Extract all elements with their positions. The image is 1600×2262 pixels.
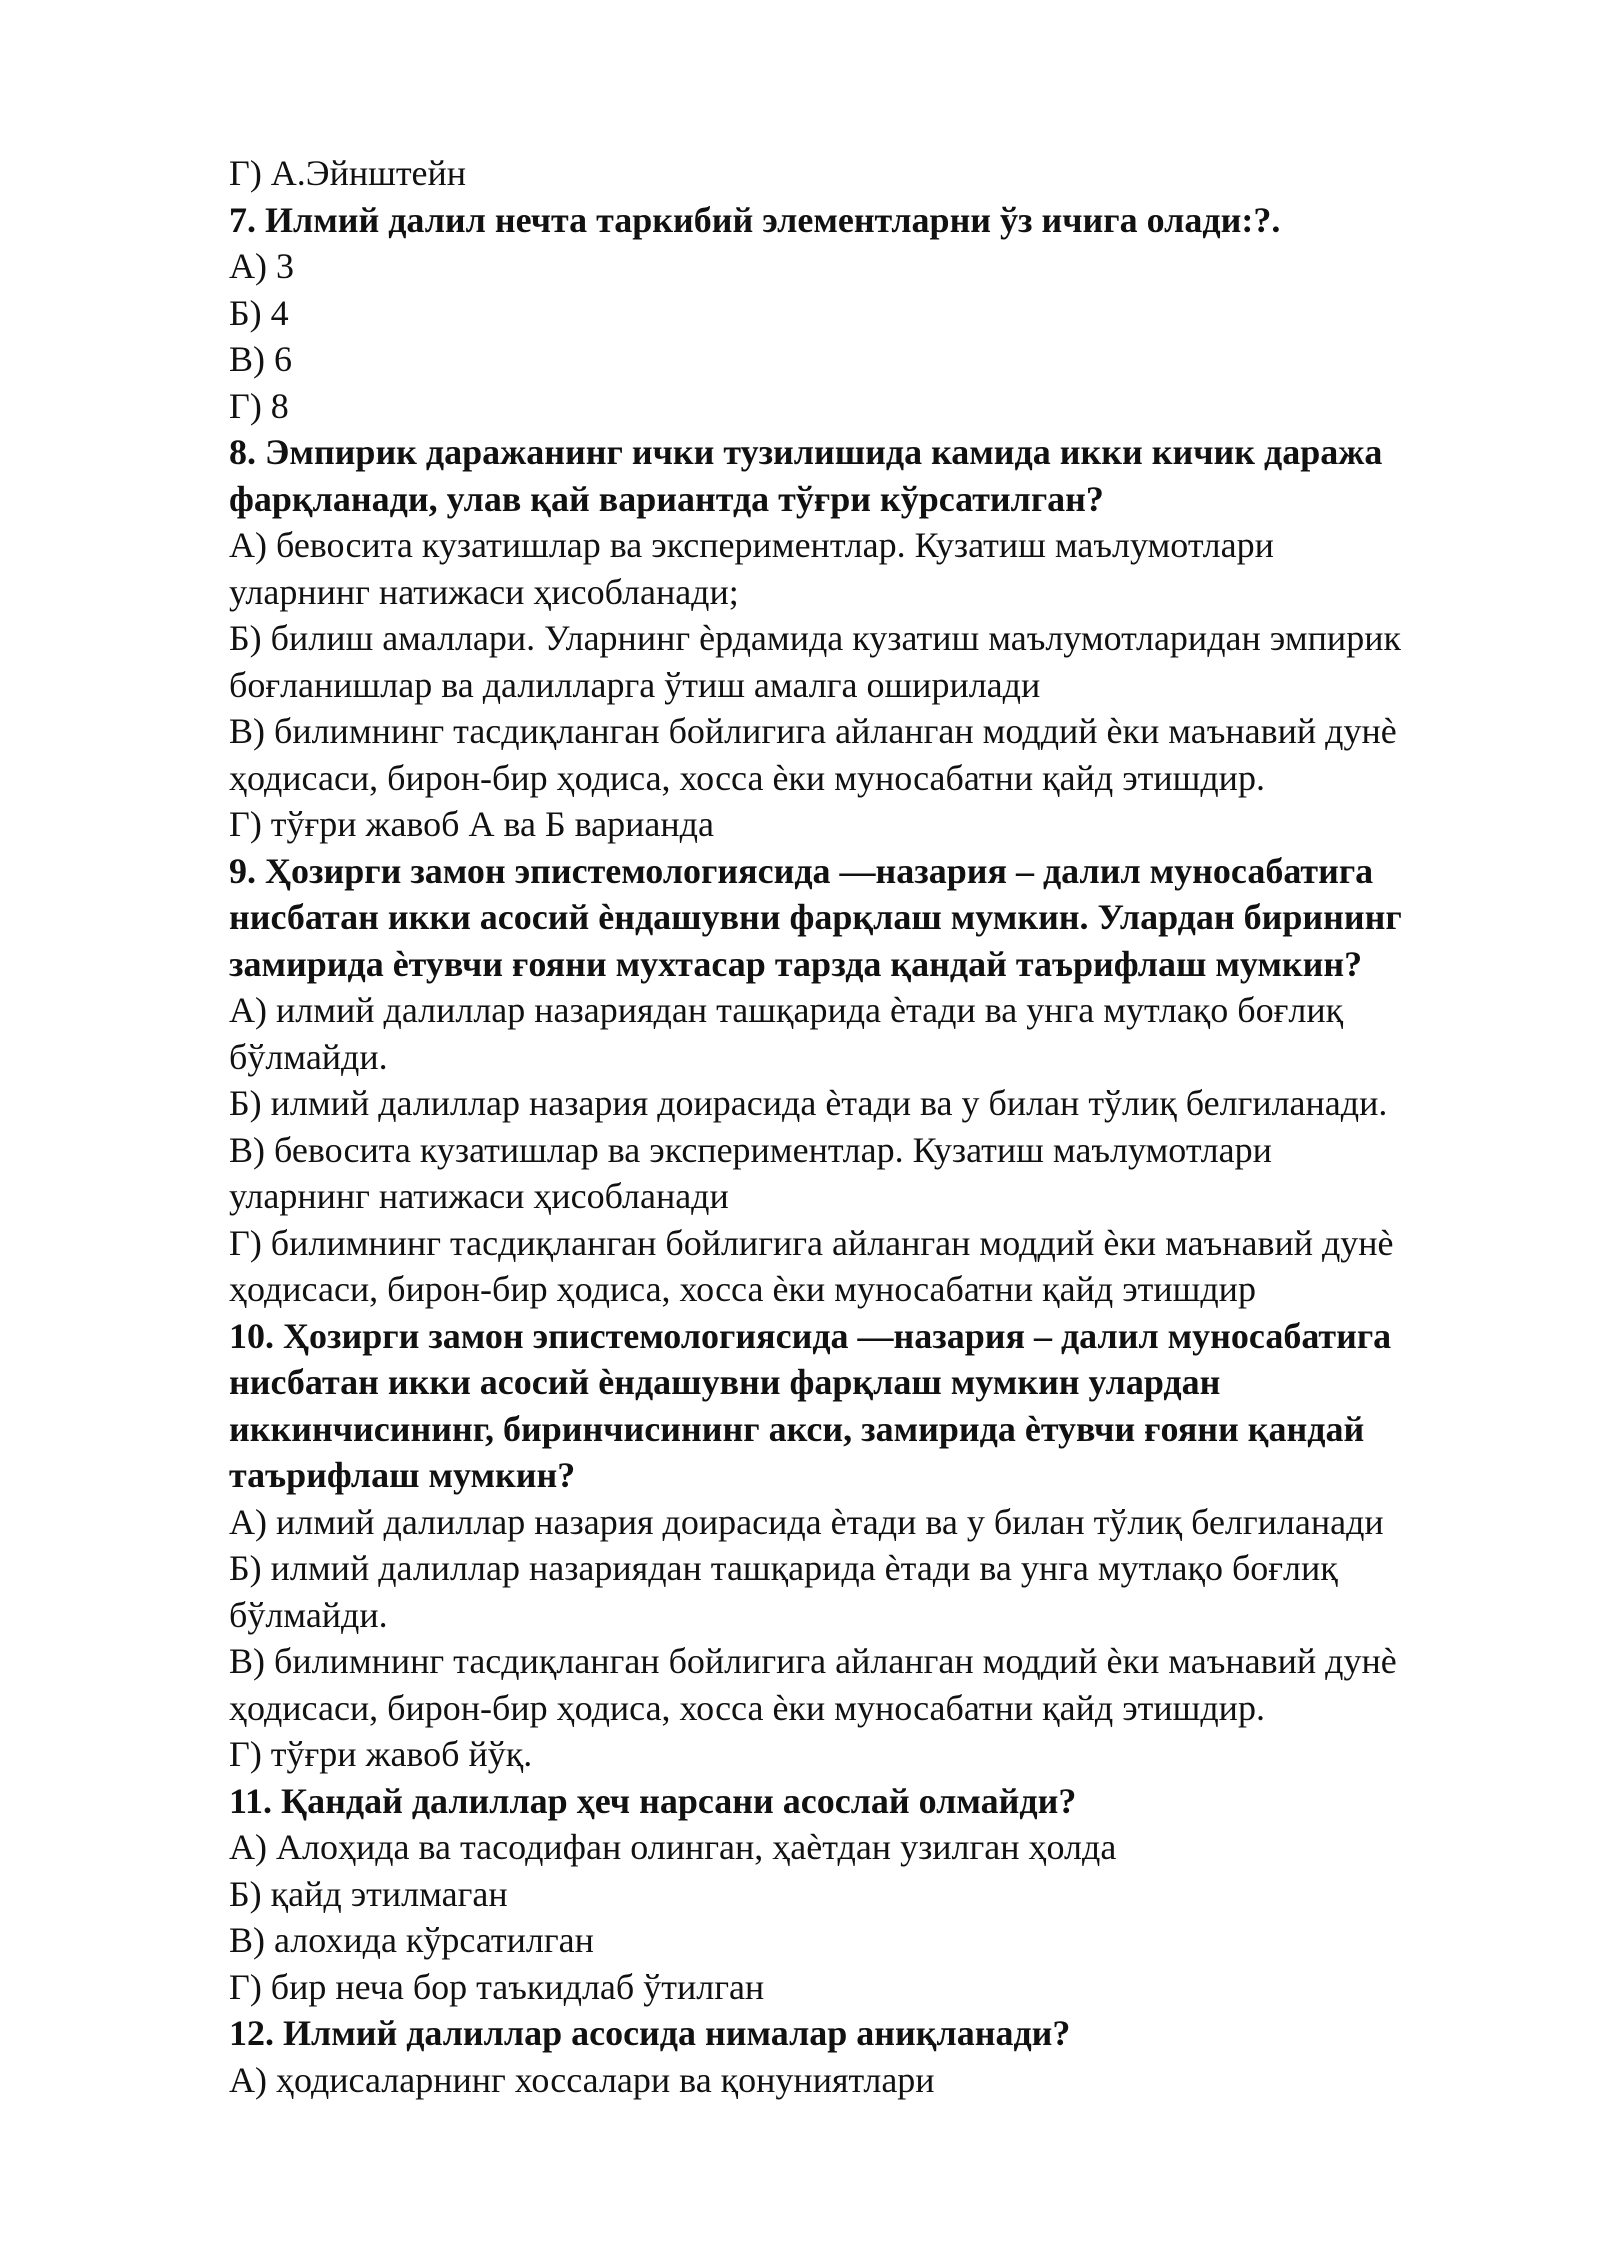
- answer-line: ҳодисаси, бирон-бир ҳодиса, хосса ѐки муносабатни қайд этишдир: [229, 1269, 1256, 1309]
- answer-line: Г) 8: [229, 385, 289, 426]
- answer-line: уларнинг натижаси ҳисобланади;: [229, 571, 739, 612]
- question-line: нисбатан икки асосий ѐндашувни фарқлаш мумкин улардан: [229, 1362, 1221, 1402]
- question-line: 8. Эмпирик даражанинг ички тузилишида камида икки кичик даража: [229, 432, 1383, 472]
- question-line: фарқланади, улав қай вариантда тўғри кўрсатилган?: [229, 478, 1104, 519]
- answer-line: А) бевосита кузатишлар ва экспериментлар. Кузатиш маълумотлари: [229, 525, 1274, 565]
- question-line: иккинчисининг, биринчисининг акси, замирида ѐтувчи ғояни қандай: [229, 1408, 1365, 1449]
- answer-line: В) бевосита кузатишлар ва экспериментлар. Кузатиш маълумотлари: [229, 1129, 1272, 1170]
- answer-line: А) Алоҳида ва тасодифан олинган, ҳаѐтдан узилган ҳолда: [229, 1827, 1117, 1867]
- answer-line: Г) билимнинг тасдиқланган бойлигига айланган моддий ѐки маънавий дунѐ: [229, 1222, 1394, 1263]
- question-line: замирида ѐтувчи ғояни мухтасар тарзда қандай таърифлаш мумкин?: [229, 943, 1363, 984]
- answer-line: А) 3: [229, 246, 294, 286]
- answer-line: В) билимнинг тасдиқланган бойлигига айланган моддий ѐки маънавий дунѐ: [229, 711, 1397, 751]
- answer-line: А) илмий далиллар назариядан ташқарида ѐтади ва унга мутлақо боғлиқ: [229, 990, 1344, 1030]
- answer-line: В) билимнинг тасдиқланган бойлигига айланган моддий ѐки маънавий дунѐ: [229, 1641, 1397, 1681]
- answer-line: бўлмайди.: [229, 1594, 388, 1635]
- answer-line: Б) 4: [229, 292, 289, 333]
- question-line: нисбатан икки асосий ѐндашувни фарқлаш мумкин. Улардан бирининг: [229, 897, 1402, 937]
- question-line: 7. Илмий далил нечта таркибий элементларни ўз ичига олади:?.: [229, 199, 1281, 240]
- answer-line: Г) тўғри жавоб йўқ.: [229, 1734, 533, 1774]
- question-line: 10. Ҳозирги замон эпистемологиясида —назария – далил муносабатига: [229, 1315, 1392, 1356]
- answer-line: ҳодисаси, бирон-бир ҳодиса, хосса ѐки муносабатни қайд этишдир.: [229, 1687, 1265, 1728]
- answer-line: Б) илмий далиллар назариядан ташқарида ѐтади ва унга мутлақо боғлиқ: [229, 1548, 1338, 1588]
- answer-line: Г) бир неча бор таъкидлаб ўтилган: [229, 1966, 765, 2007]
- question-line: таърифлаш мумкин?: [229, 1455, 576, 1495]
- question-line: 9. Ҳозирги замон эпистемологиясида —назария – далил муносабатига: [229, 850, 1374, 891]
- answer-line: А) ҳодисаларнинг хоссалари ва қонуниятлари: [229, 2059, 935, 2100]
- document-page: [229, 150, 1529, 2103]
- answer-line: В) 6: [229, 339, 292, 379]
- answer-line: Б) илмий далиллар назария доирасида ѐтади ва у билан тўлиқ белгиланади.: [229, 1083, 1388, 1123]
- answer-line: А) илмий далиллар назария доирасида ѐтади ва у билан тўлиқ белгиланади: [229, 1501, 1384, 1542]
- question-line: 12. Илмий далиллар асосида нималар аниқланади?: [229, 2013, 1071, 2053]
- answer-line: ҳодисаси, бирон-бир ҳодиса, хосса ѐки муносабатни қайд этишдир.: [229, 757, 1265, 798]
- answer-line: Г) тўғри жавоб А ва Б варианда: [229, 804, 714, 844]
- answer-line: боғланишлар ва далилларга ўтиш амалга оширилади: [229, 664, 1041, 705]
- answer-line: В) алохида кўрсатилган: [229, 1920, 594, 1960]
- answer-line: Б) билиш амаллари. Уларнинг ѐрдамида кузатиш маълумотларидан эмпирик: [229, 618, 1401, 658]
- question-line: 11. Қандай далиллар ҳеч нарсани асослай олмайди?: [229, 1780, 1077, 1821]
- answer-line: Г) А.Эйнштейн: [229, 153, 467, 193]
- answer-line: Б) қайд этилмаган: [229, 1873, 508, 1914]
- answer-line: уларнинг натижаси ҳисобланади: [229, 1176, 729, 1216]
- answer-line: бўлмайди.: [229, 1036, 388, 1077]
